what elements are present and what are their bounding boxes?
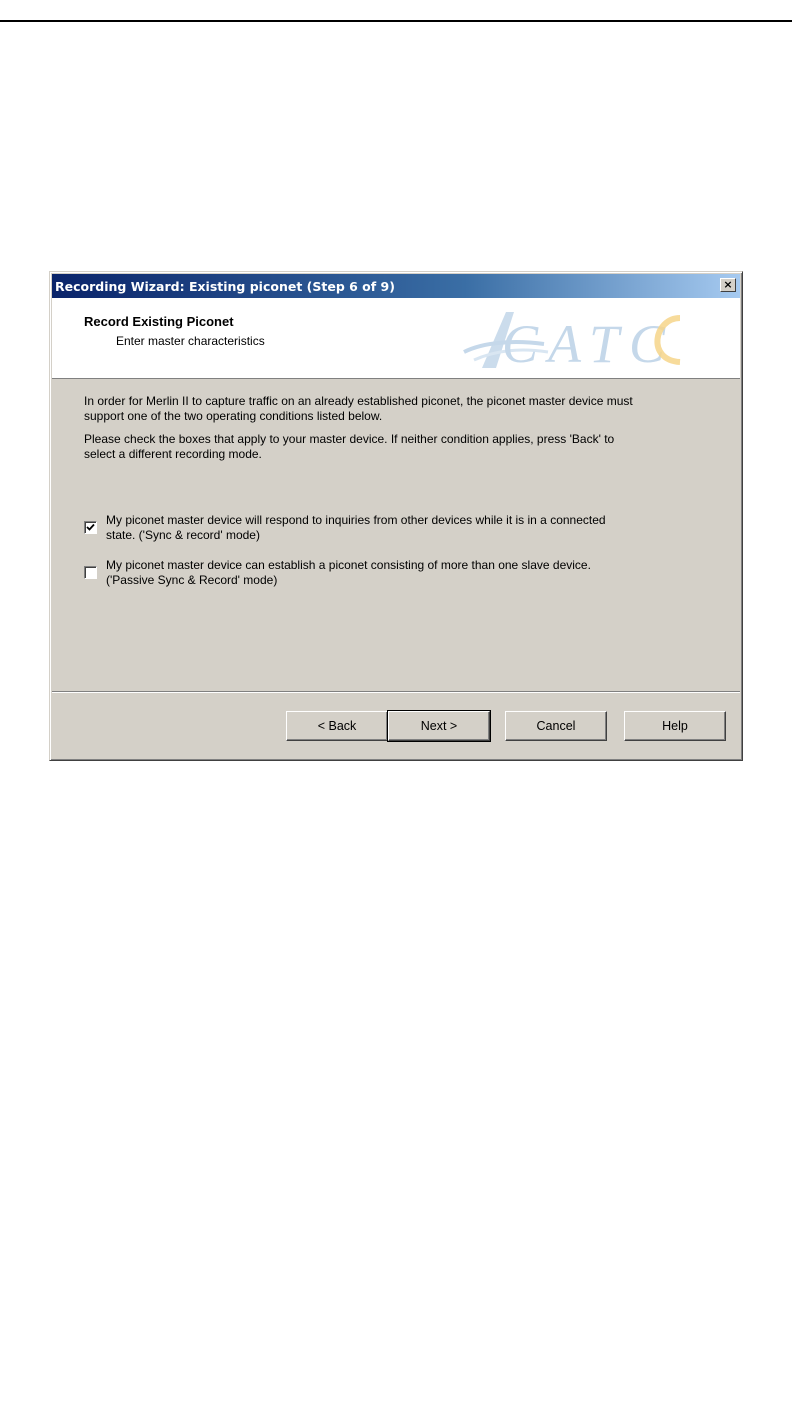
close-button[interactable] [720,278,736,292]
close-icon: × [723,278,733,291]
passive-sync-record-checkbox[interactable] [84,566,97,579]
help-button[interactable]: Help [624,711,726,741]
instruction-paragraph: Please check the boxes that apply to your master device. If neither condition applies, press 'Back' to select a different recording mode. [84,432,615,461]
wizard-header [52,298,740,379]
cancel-button[interactable]: Cancel [505,711,607,741]
title-bar[interactable] [52,274,740,298]
dialog-title: Recording Wizard: Existing piconet (Step 6 of 9) [55,279,395,294]
button-separator [52,691,740,693]
page-top-rule [0,20,792,22]
passive-sync-record-label: My piconet master device can establish a piconet consisting of more than one slave device. ('Passive Sync & Record' mode) [106,558,591,587]
catc-logo [444,304,734,374]
wizard-body [84,394,644,470]
next-button[interactable]: Next > [388,711,490,741]
step-title: Record Existing Piconet [84,314,234,329]
option-passive-sync-record[interactable] [84,558,624,592]
step-subtitle: Enter master characteristics [116,334,265,348]
back-button[interactable]: < Back [286,711,388,741]
sync-record-checkbox[interactable] [84,521,97,534]
option-sync-record[interactable] [84,513,624,547]
intro-paragraph: In order for Merlin II to capture traffic on an already established piconet, the piconet master device must support one of the two operating conditions listed below. [84,394,633,423]
checkmark-icon [86,523,95,532]
recording-wizard-dialog [49,271,743,761]
sync-record-label: My piconet master device will respond to inquiries from other devices while it is in a connected state. ('Sync & record' mode) [106,513,606,542]
logo-text: CATC [502,314,676,374]
